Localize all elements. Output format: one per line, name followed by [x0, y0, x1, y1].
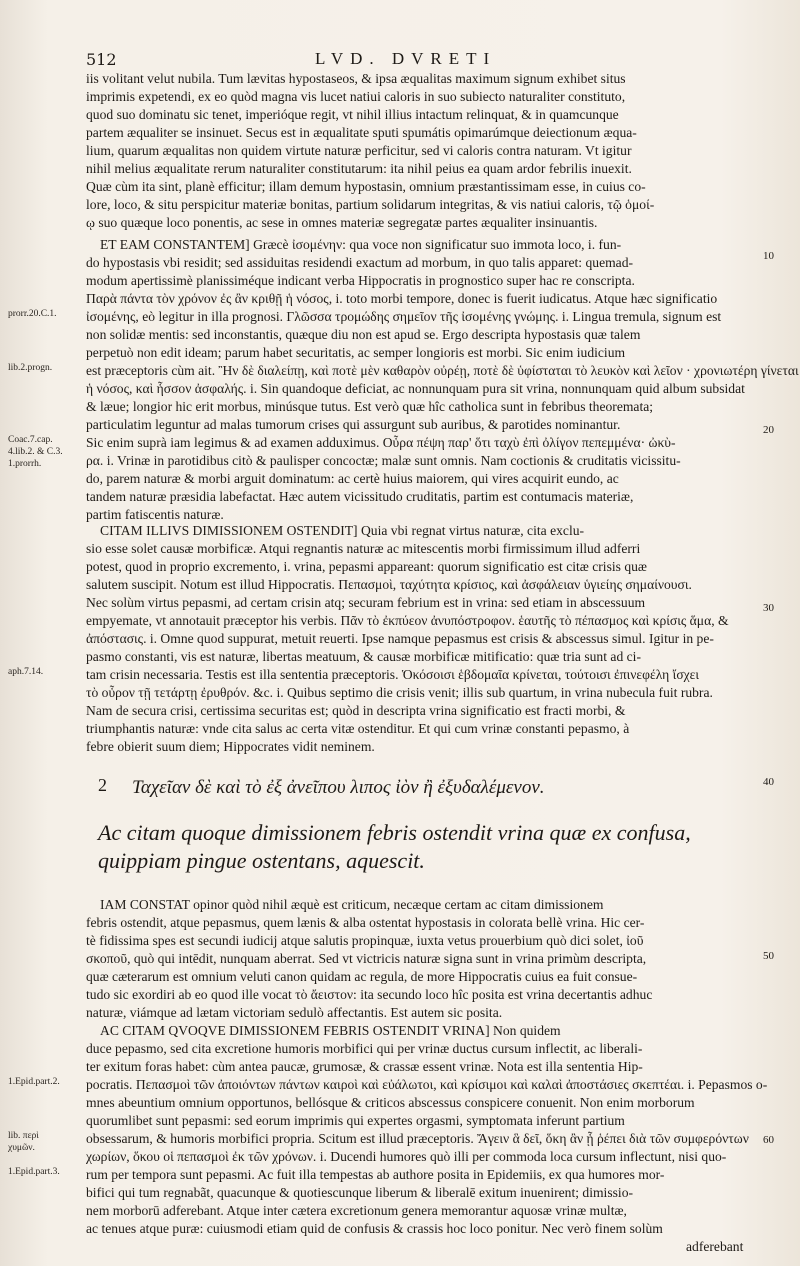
text-line: rum per tempora sunt pepasmi. Ac fuit illa tempestas ab authore posita in Epidemiis, ex qua humores mor-: [86, 1167, 665, 1182]
text-line: mnes abeuntium omnium opportunos, bellósque & criticos abscessus conspicere conuenit. Non enim morborum: [86, 1095, 695, 1110]
text-line: modum apertissimè planissiméque indicant verba Hippocratis in prognostico super hac re conscripta.: [86, 273, 635, 288]
text-line: partim fatiscentis naturæ.: [86, 507, 224, 522]
text-line: tandem naturæ præsidia labefactat. Hæc autem vicissitudo cruditatis, partim est contumacis materiæ,: [86, 489, 634, 504]
text-line: ET EAM CONSTANTEM] Græcè ἰσομένην: qua voce non significatur suo immota loco, i. fun-: [100, 237, 622, 252]
line-number: 30: [763, 602, 774, 614]
text-line: naturæ, viámque ad lætam victoriam sedulò affectantis. Est autem sic posita.: [86, 1005, 503, 1020]
text-line: tudo sic exordiri ab eo quod ille vocat τὸ ἄειστον: ita secundo loco hîc posita est vrina decertantis adhuc: [86, 987, 653, 1002]
section-number: 2: [98, 775, 107, 795]
margin-note: 4.lib.2. & C.3.: [8, 447, 63, 457]
text-line: sio esse solet causæ morbificæ. Atqui regnantis naturæ ac mitescentis morbi firmissimum illud adferri: [86, 541, 641, 556]
margin-note: lib. περὶ: [8, 1131, 39, 1141]
text-line: perpetuò non edit ideam; parum habet securitatis, ac semper longioris est morbi. Sic enim iudicium: [86, 345, 626, 360]
margin-note: χυμῶν.: [8, 1143, 35, 1153]
margin-note: prorr.20.C.1.: [8, 309, 57, 319]
line-number: 40: [763, 776, 774, 788]
text-line: Ac citam quoque dimissionem febris ostendit vrina quæ ex confusa,: [98, 820, 691, 845]
margin-note: lib.2.progn.: [8, 363, 53, 373]
text-line: potest, quod in proprio excremento, i. vrina, pepasmi appareant: quorum significatio est citæ crisis quæ: [86, 559, 647, 574]
text-line: ἡ νόσος, καὶ ἧσσον ἀσφαλής. i. Sin quandoque deficiat, ac nonnunquam pura sit vrina, nonnunquam quid album subsidat: [86, 381, 745, 396]
text-line: Παρὰ πάντα τὸν χρόνον ἐς ἂν κριθῇ ἡ νόσος, i. toto morbi tempore, donec is fuerit iudicatus. Atque hæc significatio: [86, 291, 718, 306]
text-line: tè fidissima spes est secundi iudicij atque salutis propinquæ, iuxta vetus prouerbium quò dici solet, ἰοῦ: [86, 933, 644, 948]
text-line: AC CITAM QVOQVE DIMISSIONEM FEBRIS OSTENDIT VRINA] Non quidem: [100, 1023, 561, 1038]
text-line: ρα. i. Vrinæ in parotidibus citò & paulisper concoctæ; malæ sunt omnis. Nam coctionis & cruditatis vicissitu-: [86, 453, 681, 468]
text-line: σκοποῦ, quò qui intēdit, nunquam aberrat. Sed vt victricis naturæ signa sunt in vrina primùm descripta,: [86, 951, 647, 966]
text-line: tam crisin necessaria. Testis est illa sententia præceptoris. Ὁκόσοισι ἑβδομαῖα κρίνεται, τούτοισι ἐπινεφέλη ἴσχει: [86, 667, 700, 682]
text-line: duce pepasmo, sed cita excretione humoris morbifici qui per vrinæ ductus cursum inflectit, ac liberali-: [86, 1041, 643, 1056]
line-number: 10: [763, 250, 774, 262]
text-line: adferebant: [686, 1239, 744, 1254]
line-number: 20: [763, 424, 774, 436]
text-line: est præceptoris cùm ait. Ἢν δὲ διαλείπῃ, καὶ ποτὲ μὲν καθαρὸν οὐρέῃ, ποτὲ δὲ ὑφίσταται τὸ λευκὸν καὶ λεῖον · χρονιωτέρη γίνεται: [86, 363, 799, 378]
text-line: & læue; longior hic erit morbus, minúsque tutus. Est verò quæ hîc catholica sunt in febribus theoremata;: [86, 399, 654, 414]
text-line: quæ cæterarum est omnium veluti canon quidam ac regula, de more Hippocratis cuius ea fuit consue-: [86, 969, 638, 984]
text-line: lore, loco, & situ perspicitur materiæ bonitas, partium solidarum integritas, & vis natiui caloris, τῷ ὁμοί-: [86, 197, 655, 212]
text-line: Ταχεῖαν δὲ καὶ τὸ ἐξ ἀνεῖπου λιπος ἰὸν ἢ ἐξυδαλέμενον.: [132, 777, 545, 798]
margin-note: Coac.7.cap.: [8, 435, 53, 445]
text-line: quippiam pingue ostentans, aquescit.: [98, 848, 425, 873]
text-line: nihil melius æqualitate rerum naturaliter constitutarum: ita nihil peius ea quam ardor febrilis inuexit.: [86, 161, 632, 176]
line-number: 50: [763, 950, 774, 962]
text-line: ac tenues atque puræ: cuiusmodi etiam quid de confusis & crassis hoc loco ponitur. Nec verò finem solùm: [86, 1221, 663, 1236]
text-line: do, parem naturæ & morbi arguit dominatum: ac certè huius maiorem, qui vires acquirit eundo, ac: [86, 471, 619, 486]
text-line: particulatim leguntur ad malas tumorum crises qui assurgunt sub auribus, & parotides nominantur.: [86, 417, 621, 432]
margin-note: 1.Epid.part.3.: [8, 1167, 60, 1177]
text-line: Nec solùm virtus pepasmi, ad certam crisin atq; securam febrium est in vrina: sed etiam in abscessuum: [86, 595, 646, 610]
text-line: non solidæ mentis: sed inconstantis, quæque diu non est apud se. Ergo descripta hypostasis quæ talem: [86, 327, 641, 342]
text-line: pasmo constanti, vis est naturæ, libertas meatuum, & causæ morbificæ mitificatio: quæ tria sunt ad ci-: [86, 649, 641, 664]
text-line: quorumlibet sunt pepasmi: sed eorum imprimis qui expertes orgasmi, symptomata inferunt partium: [86, 1113, 625, 1128]
text-line: χωρίων, ὅκου οἱ πεπασμοὶ ἐκ τῶν χρόνων. i. Ducendi humores quò illi per commoda loca cursum inflectunt, nisi quo-: [86, 1149, 727, 1164]
text-line: febre obierit suum diem; Hippocrates vidit neminem.: [86, 739, 375, 754]
text-line: Sic enim suprà iam legimus & ad examen adduximus. Οὖρα πέψη παρ' ὅτι ταχὺ ἐπὶ ὀλίγον πεπεμμένα· ὠκὺ-: [86, 435, 676, 450]
text-line: ἰσομένης, eò legitur in illa prognosi. Γλῶσσα τρομώδης σημεῖον τῆς ἰσομένης γνώμης. i. Lingua tremula, signum est: [86, 309, 722, 324]
text-line: nem morborū adferebant. Atque inter cætera excretionum genera memorantur aquosæ vrinæ multæ,: [86, 1203, 627, 1218]
running-head: LVD. DVRETI: [315, 49, 497, 68]
margin-note: aph.7.14.: [8, 667, 44, 677]
text-line: imprimis expetendi, ex eo quòd magna vis lucet natiui caloris in suo subiecto naturaliter constituto,: [86, 89, 626, 104]
text-line: triumphantis naturæ: vnde cita salus ac certa vitæ ostenditur. Et qui cum vrinæ constanti pepasmo, à: [86, 721, 630, 736]
page-number: 512: [86, 50, 117, 69]
line-number: 60: [763, 1134, 774, 1146]
text-line: quod suo dominatu sic tenet, imperióque regit, vt nihil illius intactum relinquat, & in quamcunque: [86, 107, 619, 122]
text-line: ἀπόστασις. i. Omne quod suppurat, metuit reuerti. Ipse namque pepasmus est crisis & abscessus simul. Igitur in pe-: [86, 631, 714, 646]
margin-note: 1.Epid.part.2.: [8, 1077, 60, 1087]
text-line: Quæ cùm ita sint, planè efficitur; illam demum hypostasin, omnium præstantissimam esse, in cuius co-: [86, 179, 646, 194]
text-line: febris ostendit, atque pepasmus, quem lænis & alba ostentat hypostasis in colorata bellè vrina. Hic cer-: [86, 915, 645, 930]
text-line: τὸ οὖρον τῇ τετάρτῃ ἐρυθρόν. &c. i. Quibus septimo die crisis venit; illis sub quartum, in vrina nubecula fuit rubra.: [86, 685, 713, 700]
text-line: do hypostasis vbi residit; sed assiduitas residendi exactum ad morbum, in quo talis apparet: quemad-: [86, 255, 634, 270]
text-line: CITAM ILLIVS DIMISSIONEM OSTENDIT] Quia vbi regnat virtus naturæ, cita exclu-: [100, 523, 585, 538]
text-line: lium, quarum æqualitas non quidem virtute naturæ perficitur, sed vi caloris contra naturam. Vt igitur: [86, 143, 632, 158]
text-line: IAM CONSTAT opinor quòd nihil æquè est criticum, necæque certam ac citam dimissionem: [100, 897, 604, 912]
text-line: salutem suscipit. Notum est illud Hippocratis. Πεπασμοὶ, ταχύτητα κρίσιος, καὶ ἀσφάλειαν ὑγιείης σημαίνουσι.: [86, 577, 692, 592]
text-line: partem æqualiter se insinuet. Secus est in æqualitate sputi spumátis opimarúmque deiectionum æqua-: [86, 125, 637, 140]
text-line: iis volitant velut nubila. Tum lævitas hypostaseos, & ipsa æqualitas maximum signum exhibet situs: [86, 71, 626, 86]
text-line: ter exitum foras habet: cùm antea paucæ, grumosæ, & crassæ essent vrinæ. Nota est illa sententia Hip-: [86, 1059, 643, 1074]
margin-note: 1.prorrh.: [8, 459, 42, 469]
text-line: obsessarum, & humoris morbifici propria. Scitum est illud præceptoris. Ἄγειν ἃ δεῖ, ὅκη ἂν ᾖ ῥέπει διὰ τῶν συμφερόντων: [86, 1131, 749, 1146]
text-line: empyemate, vt annotauit præceptor his verbis. Πᾶν τὸ ἐκπύεον ἀνυπόστροφον. ἑαυτῆς τὸ πέπασμος καὶ κρίσις ἅμα, &: [86, 613, 729, 628]
text-line: pocratis. Πεπασμοὶ τῶν ἀποιόντων πάντων καιροὶ καὶ εὐάλωτοι, καὶ κρίσιμοι καὶ καλαὶ ἀποστάσιες σκεπτέαι. i. Pepasmos o-: [86, 1077, 768, 1092]
text-line: Nam de secura crisi, certissima securitas est; quòd in descripta vrina significatio est fracti morbi, &: [86, 703, 626, 718]
text-line: ῳ suo quæque loco ponentis, ac sese in omnes materiæ segregatæ partes æqualiter insinuantis.: [86, 215, 598, 230]
text-line: bifici qui tum regnabãt, quacunque & quotiescunque liberum & liberalē exitum inuenirent; dimissio-: [86, 1185, 634, 1200]
